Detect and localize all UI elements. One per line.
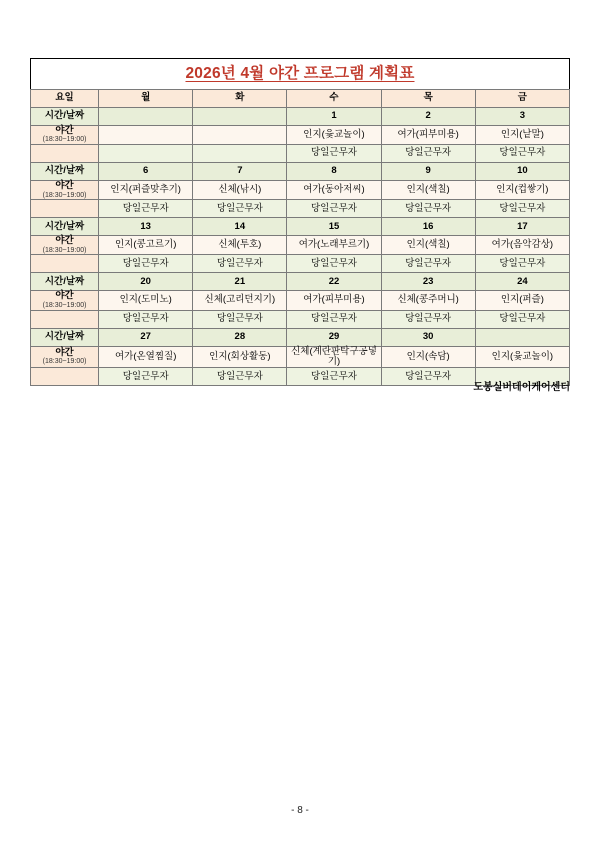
date-cell: 16 [381, 218, 475, 236]
duty-cell: 당일근무자 [287, 200, 381, 218]
night-label-time: (18:30~19:00) [42, 301, 87, 309]
document-title-cell [31, 59, 570, 90]
duty-label-spacer [31, 145, 99, 163]
date-cell: 20 [99, 273, 193, 291]
night-label-text: 야간 [55, 290, 74, 302]
night-cell: 신체(투호) [193, 236, 287, 255]
page-number: - 8 - [291, 805, 309, 816]
duty-cell: 당일근무자 [475, 310, 569, 328]
weekday-mon: 월 [99, 90, 193, 108]
night-program-row [31, 181, 570, 200]
date-cell: 7 [193, 163, 287, 181]
night-cell: 인지(도미노) [99, 291, 193, 310]
date-cell [475, 328, 569, 346]
duty-cell: 당일근무자 [287, 368, 381, 386]
night-label-time: (18:30~19:00) [42, 136, 87, 144]
weekday-header-row [31, 90, 570, 108]
night-cell: 인지(윷교놀이) [475, 346, 569, 368]
night-cell: 신체(콩주머니) [381, 291, 475, 310]
night-cell: 인지(콩고르기) [99, 236, 193, 255]
date-cell: 27 [99, 328, 193, 346]
night-label-text: 야간 [55, 346, 74, 358]
date-cell: 15 [287, 218, 381, 236]
schedule-sheet [30, 58, 570, 386]
date-cell: 8 [287, 163, 381, 181]
night-cell: 여가(피부미용) [287, 291, 381, 310]
date-cell: 29 [287, 328, 381, 346]
night-label-time: (18:30~19:00) [42, 246, 87, 254]
duty-cell: 당일근무자 [475, 200, 569, 218]
duty-cell: 당일근무자 [381, 310, 475, 328]
date-cell: 28 [193, 328, 287, 346]
duty-cell: 당일근무자 [381, 145, 475, 163]
duty-cell: 당일근무자 [193, 200, 287, 218]
duty-label-spacer [31, 310, 99, 328]
night-cell: 인지(퍼즐) [475, 291, 569, 310]
duty-cell: 당일근무자 [381, 200, 475, 218]
page-title: 2026년 4월 야간 프로그램 계획표 [185, 65, 415, 83]
date-row [31, 163, 570, 181]
night-cell: 인지(컵쌓기) [475, 181, 569, 200]
duty-cell: 당일근무자 [193, 368, 287, 386]
date-row [31, 273, 570, 291]
duty-cell: 당일근무자 [381, 255, 475, 273]
date-cell: 22 [287, 273, 381, 291]
night-cell: 인지(색칠) [381, 181, 475, 200]
night-label-time: (18:30~19:00) [42, 358, 87, 366]
weekday-wed: 수 [287, 90, 381, 108]
night-program-schedule-table [30, 58, 570, 386]
duty-cell: 당일근무자 [193, 255, 287, 273]
night-label-text: 야간 [55, 125, 74, 136]
date-row [31, 328, 570, 346]
date-cell: 2 [381, 108, 475, 126]
duty-cell: 당일근무자 [193, 310, 287, 328]
night-cell: 여가(음악감상) [475, 236, 569, 255]
night-cell: 인지(색칠) [381, 236, 475, 255]
night-cell: 신체(낚시) [193, 181, 287, 200]
night-program-row [31, 126, 570, 145]
date-label: 시간/날짜 [31, 108, 99, 126]
night-cell [193, 126, 287, 145]
weekday-label: 요일 [31, 90, 99, 108]
duty-label-spacer [31, 200, 99, 218]
duty-label-spacer [31, 255, 99, 273]
date-label: 시간/날짜 [31, 218, 99, 236]
night-cell: 인지(낱말) [475, 126, 569, 145]
night-program-row [31, 291, 570, 310]
date-cell: 1 [287, 108, 381, 126]
date-label: 시간/날짜 [31, 328, 99, 346]
date-cell: 30 [381, 328, 475, 346]
duty-cell: 당일근무자 [99, 200, 193, 218]
night-label [31, 346, 99, 368]
duty-cell: 당일근무자 [99, 255, 193, 273]
date-cell: 17 [475, 218, 569, 236]
duty-row [31, 310, 570, 328]
night-cell: 인지(속담) [381, 346, 475, 368]
duty-row [31, 200, 570, 218]
table-title-row [31, 59, 570, 90]
duty-cell: 당일근무자 [287, 145, 381, 163]
date-label: 시간/날짜 [31, 273, 99, 291]
night-label-time: (18:30~19:00) [42, 191, 87, 199]
weekday-tue: 화 [193, 90, 287, 108]
weekday-thu: 목 [381, 90, 475, 108]
night-cell: 신체(계란판탁구공넣기) [287, 346, 381, 368]
date-cell [193, 108, 287, 126]
date-cell: 6 [99, 163, 193, 181]
date-cell: 21 [193, 273, 287, 291]
date-cell: 14 [193, 218, 287, 236]
night-label [31, 236, 99, 255]
night-cell [99, 126, 193, 145]
date-label: 시간/날짜 [31, 163, 99, 181]
date-cell: 3 [475, 108, 569, 126]
duty-cell [99, 145, 193, 163]
night-cell: 여가(동아저씨) [287, 181, 381, 200]
duty-cell: 당일근무자 [475, 255, 569, 273]
night-cell: 인지(퍼즐맞추기) [99, 181, 193, 200]
duty-cell: 당일근무자 [287, 310, 381, 328]
night-label [31, 291, 99, 310]
night-label-text: 야간 [55, 235, 74, 247]
date-cell: 13 [99, 218, 193, 236]
duty-row [31, 145, 570, 163]
night-cell: 여가(노래부르기) [287, 236, 381, 255]
night-program-row [31, 346, 570, 368]
night-cell: 인지(윷교놀이) [287, 126, 381, 145]
date-cell: 24 [475, 273, 569, 291]
duty-cell: 당일근무자 [287, 255, 381, 273]
night-label [31, 181, 99, 200]
duty-cell: 당일근무자 [381, 368, 475, 386]
night-label-text: 야간 [55, 180, 74, 192]
weekday-fri: 금 [475, 90, 569, 108]
night-cell: 인지(회상활동) [193, 346, 287, 368]
night-cell: 신체(고리던지기) [193, 291, 287, 310]
night-label [31, 126, 99, 145]
date-row [31, 218, 570, 236]
duty-cell: 당일근무자 [99, 310, 193, 328]
date-row [31, 108, 570, 126]
night-cell: 여가(온열찜질) [99, 346, 193, 368]
date-cell: 9 [381, 163, 475, 181]
date-cell [99, 108, 193, 126]
duty-cell: 당일근무자 [475, 145, 569, 163]
duty-cell: 당일근무자 [99, 368, 193, 386]
night-program-row [31, 236, 570, 255]
date-cell: 23 [381, 273, 475, 291]
date-cell: 10 [475, 163, 569, 181]
duty-row [31, 255, 570, 273]
duty-cell [193, 145, 287, 163]
night-cell: 여가(피부미용) [381, 126, 475, 145]
organization-name: 도봉실버데이케어센터 [473, 382, 570, 393]
